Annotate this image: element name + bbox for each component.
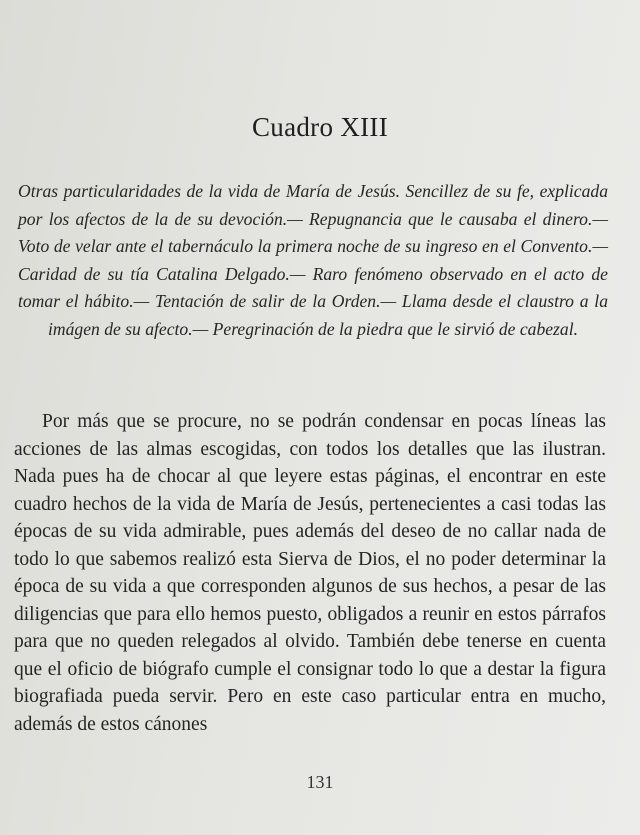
chapter-title: Cuadro XIII (251, 112, 388, 142)
body-paragraph-text: Por más que se procure, no se podrán condensar en pocas líneas las acciones de las almas escogidas, con todos los detalles que las ilustran. Nada pues ha de chocar al que leyere estas páginas, el encontrar en este cuadro hechos de la vida de María de Jesús, pertenecientes a casi todas las épocas de su vida admirable, pues además del deseo de no callar nada de todo lo que sabemos realizó esta Sierva de Dios, el no poder determinar la época de su vida a que corresponden algunos de sus hechos, a pesar de las diligencias que para ello hemos puesto, obligados a reunir en estos párrafos para que no queden relegados al olvido. También debe tenerse en cuenta que el oficio de biógrafo cumple el consignar todo lo que a destar la figura biografiada pueda servir. Pero en este caso particular entra en mucho, además de estos cánones (14, 411, 606, 735)
chapter-summary: Otras particularidades de la vida de María de Jesús. Sencillez de su fe, explicada por los afectos de la de su devoción.— Repugnancia que le causaba el dinero.— Voto de velar ante el tabernáculo la primera noche de su ingreso en el Convento.— Caridad de su tía Catalina Delgado.— Raro fenómeno observado en el acto de tomar el hábito.— Tentación de salir de la Orden.— Llama desde el claustro a la imágen de su afecto.— Peregrinación de la piedra que le sirvió de cabezal. (18, 181, 608, 339)
page-number: 131 (306, 772, 334, 792)
body-paragraph (14, 408, 606, 738)
bleed-through-text (60, 4, 620, 24)
